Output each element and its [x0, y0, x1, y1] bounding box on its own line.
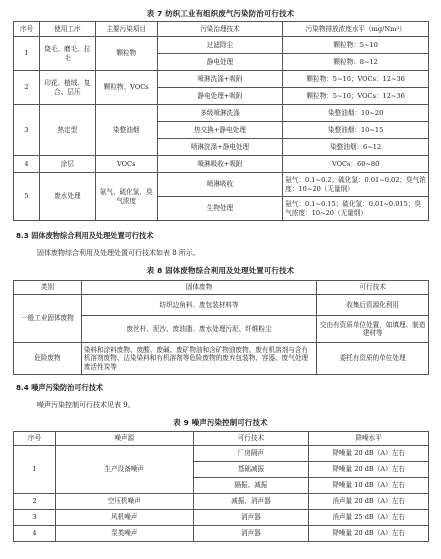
feasible-tech-cell: 收集后资源化利用 — [317, 295, 429, 316]
table7-caption: 表 7 纺织工业有组织废气污染防治可行技术 — [146, 9, 295, 18]
process-cell: 废水处理 — [39, 173, 95, 221]
process-cell: 热定型 — [39, 105, 95, 156]
reduction-cell: 降噪量 20 dB（A）左右 — [309, 462, 429, 478]
col-header-technology: 污染治理技术 — [157, 22, 283, 37]
pollutant-cell: 染整油烟 — [95, 105, 157, 156]
col-header-noise-source: 噪声源 — [55, 432, 193, 446]
col-header-solid-waste: 固体废物 — [81, 281, 316, 295]
technology-cell: 热交换+静电处理 — [157, 122, 283, 139]
technology-cell: 多级喷淋洗涤 — [157, 105, 283, 122]
col-header-process: 使用工序 — [39, 22, 95, 37]
reduction-cell: 降噪量 10 dB（A）左右 — [309, 478, 429, 494]
col-header-category: 类别 — [14, 281, 82, 295]
waste-cell: 染料和涂料废物、废酸、废碱、废矿物油和含矿物油废物、废有机溶剂与含有机溶剂废物、沾染染料和有机溶剂等危险废物的废弃包装物、容器、废气处理废活性炭等 — [81, 343, 316, 375]
table-row — [14, 295, 429, 316]
technology-cell: 喷淋洗涤+静电处理 — [157, 139, 283, 156]
process-cell: 印花、植绒、复合、层压 — [39, 71, 95, 105]
feasible-tech-cell: 委托有资质的单位处理 — [317, 343, 429, 375]
pollutant-cell: VOCs — [95, 156, 157, 173]
process-cell: 涂层 — [39, 156, 95, 173]
table7-header-row — [14, 22, 429, 37]
section-8-4-heading: 8.4 噪声污染防治可行技术 — [16, 383, 104, 392]
technology-cell: 静电处理 — [157, 54, 283, 71]
category-cell: 危险废物 — [14, 343, 82, 375]
process-cell: 烧毛、磨毛、拉毛 — [39, 37, 95, 71]
waste-cell: 纺织边角料、废包装材料等 — [81, 295, 316, 316]
section-8-4-paragraph: 噪声污染控制可行技术见表 9。 — [37, 401, 135, 409]
table-row — [14, 105, 429, 122]
section-8-3-heading: 8.3 固体废物综合利用及处理处置可行技术 — [16, 231, 154, 240]
level-cell: 染整油烟：6~12 — [283, 139, 429, 156]
table8-caption: 表 8 固体废物综合利用及处理处置可行技术 — [146, 266, 295, 275]
pollutant-cell: 氨气、硫化氢、臭气浓度 — [95, 173, 157, 221]
table-row — [14, 156, 429, 173]
table-row — [14, 173, 429, 197]
table-row — [14, 526, 429, 542]
feasible-tech-cell: 交由有资质单位处置，如填埋、制造建材等 — [317, 316, 429, 343]
row-number: 1 — [14, 37, 40, 71]
row-number: 3 — [14, 510, 56, 526]
row-number: 2 — [14, 71, 40, 105]
table-row — [14, 37, 429, 54]
noise-source-cell: 泵类噪声 — [55, 526, 193, 542]
technology-cell: 消声器 — [193, 510, 309, 526]
row-number: 4 — [14, 526, 56, 542]
row-number: 4 — [14, 156, 40, 173]
table8-header-row — [14, 281, 429, 295]
level-cell: 颗粒物：5~10；VOCs：12~36 — [283, 71, 429, 88]
level-cell: VOCs：60~80 — [283, 156, 429, 173]
col-header-technology: 可行技术 — [193, 432, 309, 446]
table-row — [14, 71, 429, 88]
table-row — [14, 494, 429, 510]
row-number: 5 — [14, 173, 40, 221]
level-cell: 氨气：0.1~0.15；硫化氢：0.01~0.015；臭气浓度：10~20（无量纲） — [283, 197, 429, 221]
table8 — [13, 280, 429, 375]
row-number: 2 — [14, 494, 56, 510]
table9-header-row — [14, 432, 429, 446]
row-number: 1 — [14, 446, 56, 494]
col-header-emission-level: 污染物排放浓度水平（mg/Nm³） — [283, 22, 429, 37]
noise-source-cell: 风机噪声 — [55, 510, 193, 526]
reduction-cell: 降噪量 20 dB（A）左右 — [309, 446, 429, 462]
level-cell: 染整油烟：10~20 — [283, 105, 429, 122]
col-header-no: 序号 — [14, 432, 56, 446]
col-header-noise-reduction: 降噪水平 — [309, 432, 429, 446]
level-cell: 氨气：0.1~0.2；硫化氢：0.01~0.02；臭气浓度：10~20（无量纲） — [283, 173, 429, 197]
pollutant-cell: 颗粒物、VOCs — [95, 71, 157, 105]
technology-cell: 消声器 — [193, 526, 309, 542]
section-8-3-paragraph: 固体废物综合利用及处理处置可行技术如表 8 所示。 — [37, 249, 200, 257]
waste-cell: 废丝杆、泥沙、废油脂、废水处理污泥、纤维粉尘 — [81, 316, 316, 343]
technology-cell: 基础减振 — [193, 462, 309, 478]
table7 — [13, 21, 429, 221]
technology-cell: 隔振、减振 — [193, 478, 309, 494]
technology-cell: 生物处理 — [157, 197, 283, 221]
row-number: 3 — [14, 105, 40, 156]
reduction-cell: 消声量 20 dB（A）左右 — [309, 494, 429, 510]
reduction-cell: 降噪量 20 dB（A）左右 — [309, 526, 429, 542]
noise-source-cell: 空压机噪声 — [55, 494, 193, 510]
table-row — [14, 446, 429, 462]
level-cell: 染整油烟：10~15 — [283, 122, 429, 139]
technology-cell: 厂房隔声 — [193, 446, 309, 462]
table9-caption: 表 9 噪声污染控制可行技术 — [173, 418, 268, 427]
table-row — [14, 510, 429, 526]
table-row — [14, 343, 429, 375]
technology-cell: 喷淋吸收+吸附 — [157, 156, 283, 173]
category-cell: 一般工业固体废物 — [14, 295, 82, 343]
technology-cell: 喷淋吸收 — [157, 173, 283, 197]
level-cell: 颗粒物：8~12 — [283, 54, 429, 71]
reduction-cell: 消声量 25 dB（A）左右 — [309, 510, 429, 526]
col-header-pollutant: 主要污染项目 — [95, 22, 157, 37]
pollutant-cell: 颗粒物 — [95, 37, 157, 71]
level-cell: 颗粒物：5~10 — [283, 37, 429, 54]
col-header-no: 序号 — [14, 22, 40, 37]
technology-cell: 喷淋洗涤+吸附 — [157, 71, 283, 88]
col-header-technology: 可行技术 — [317, 281, 429, 295]
technology-cell: 过滤除尘 — [157, 37, 283, 54]
technology-cell: 减振、消声器 — [193, 494, 309, 510]
noise-source-cell: 生产设备噪声 — [55, 446, 193, 494]
table9 — [13, 431, 429, 542]
technology-cell: 静电处理+吸附 — [157, 88, 283, 105]
level-cell: 颗粒物：5~10；VOCs：12~36 — [283, 88, 429, 105]
